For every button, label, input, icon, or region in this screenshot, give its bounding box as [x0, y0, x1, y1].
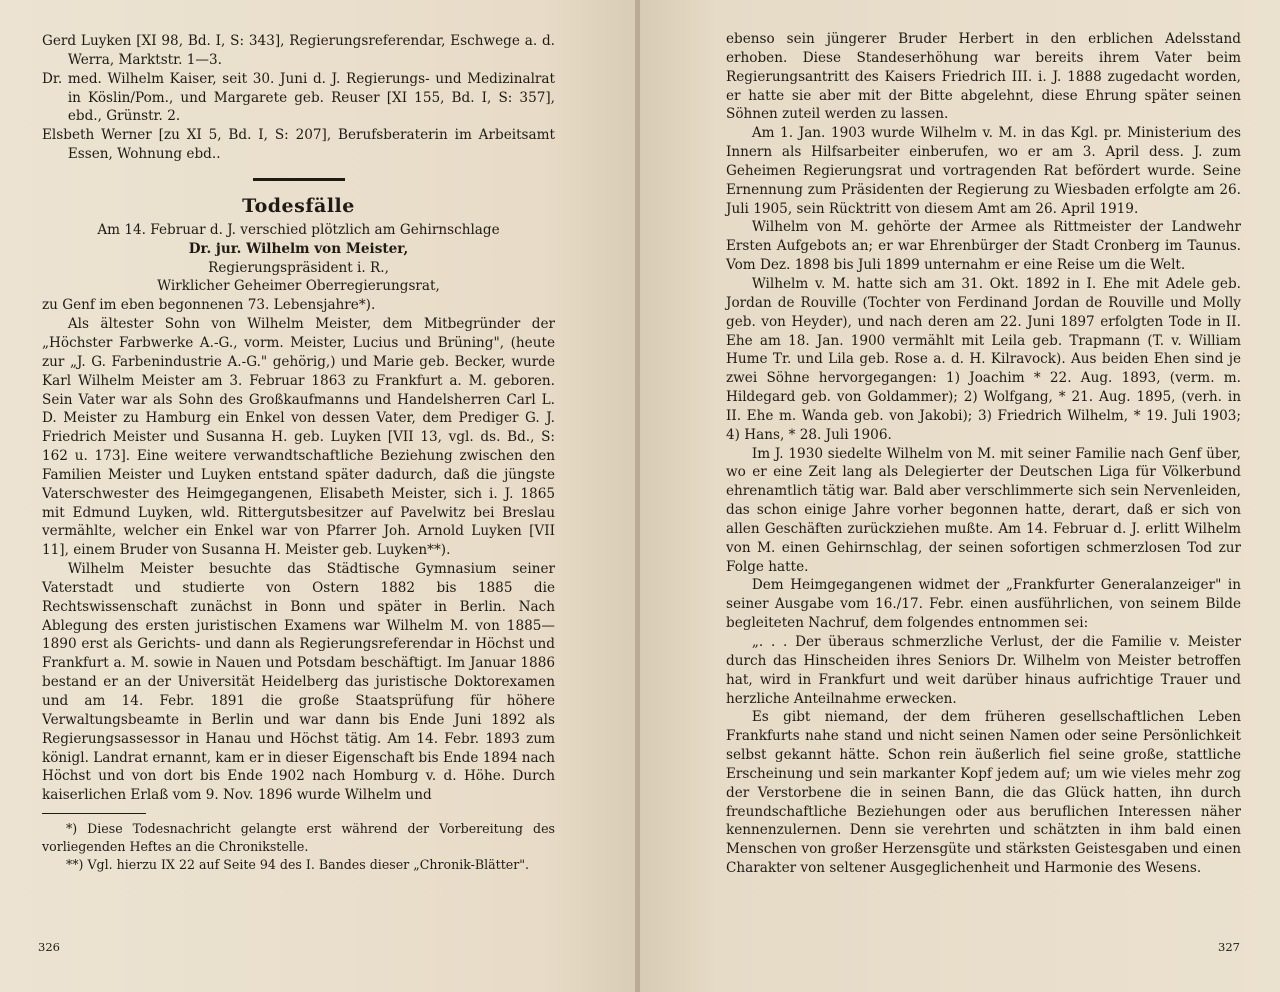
body-paragraph: Als ältester Sohn von Wilhelm Meister, dem Mitbegründer der „Höchster Farbwerke A.-G., vorm. Meister, Lucius und Brüning", (heute zur „J. G. Farbenindustrie A.-G." gehörig,) und Marie geb. Becker, wurde Karl Wilhelm Meister am 3. Februar 1863 zu Frankfurt a. M. geboren. Sein Vater war als Sohn des Großkaufmanns und Handelsherren Carl L. D. Meister zu Hamburg ein Enkel von dessen Vater, dem Prediger G. J. Friedrich Meister und Susanna H. geb. Luyken [VII 13, vgl. ds. Bd., S: 162 u. 173]. Eine weitere verwandtschaftliche Beziehung zwischen den Familien Meister und Luyken entstand später dadurch, daß die jüngste Vaterschwester des Heimgegangenen, Elisabeth Meister, sich i. J. 1865 mit Edmund Luyken, wld. Rittergutsbesitzer auf Pavelwitz bei Breslau vermählte, welcher ein Enkel war von Pfarrer Joh. Arnold Luyken [VII 11], einem Bruder von Susanna H. Meister geb. Luyken**).	[42, 316, 555, 559]
body-paragraph: Am 1. Jan. 1903 wurde Wilhelm v. M. in das Kgl. pr. Ministerium des Innern als Hilfsarbeiter einberufen, wo er am 3. April dess. J. zum Geheimen Regierungsrat und vortragenden Rat befördert wurde. Seine Ernennung zum Präsidenten der Regierung zu Wiesbaden erfolgte am 26. Juli 1905, sein Rücktritt von diesem Amt am 26. April 1919.	[726, 125, 1241, 217]
page-number: 327	[1218, 940, 1240, 954]
deceased-name: Dr. jur. Wilhelm von Meister,	[188, 240, 409, 257]
page-number: 326	[38, 940, 60, 954]
obituary-announcement: Am 14. Februar d. J. verschied plötzlich am Gehirnschlage	[97, 221, 500, 238]
section-heading: Todesfälle	[242, 194, 355, 217]
body-paragraph: Wilhelm von M. gehörte der Armee als Rittmeister der Landwehr Ersten Aufgebots an; er war Ehrenbürger der Stadt Cronberg im Taunus. Vom Dez. 1898 bis Juli 1899 unternahm er eine Reise um die Welt.	[726, 219, 1241, 274]
deceased-title: Regierungspräsident i. R.,	[208, 259, 389, 276]
family-news-entry: Dr. med. Wilhelm Kaiser, seit 30. Juni d. J. Regierungs- und Medizinalrat in Köslin/Pom., und Margarete geb. Reuser [XI 155, Bd. I, S: 357], ebd., Grünstr. 2.	[42, 70, 555, 125]
body-paragraph: Wilhelm Meister besuchte das Städtische Gymnasium seiner Vaterstadt und studierte von Ostern 1882 bis 1885 die Rechtswissenschaft zunächst in Bonn und später in Berlin. Nach Ablegung des ersten juristischen Examens war Wilhelm M. von 1885—1890 erst als Gerichts- und dann als Regierungsreferendar in Höchst und Frankfurt a. M. sowie in Nauen und Potsdam beschäftigt. Im Januar 1886 bestand er an der Universität Heidelberg das juristische Doktorexamen und am 14. Febr. 1891 die große Staatsprüfung für höhere Verwaltungsbeamte in Berlin und war dann bis Ende Juni 1892 als Regierungsassessor in Hanau und Höchst tätig. Am 14. Febr. 1893 zum königl. Landrat ernannt, kam er in dieser Eigenschaft bis Ende 1894 nach Höchst und von dort bis Ende 1902 nach Homburg v. d. Höhe. Durch kaiserlichen Erlaß vom 9. Nov. 1896 wurde Wilhelm und	[42, 561, 555, 804]
body-paragraph: Im J. 1930 siedelte Wilhelm von M. mit seiner Familie nach Genf über, wo er eine Zeit lang als Delegierter der Deutschen Liga für Völkerbund ehrenamtlich tätig war. Bald aber verschlimmerte sich sein Nervenleiden, das schon einige Jahre vorher begonnen hatte, derart, daß er sich von allen Geschäften zurückziehen mußte. Am 14. Februar d. J. erlitt Wilhelm von M. einen Gehirnschlag, der seinen sofortigen schmerzlosen Tod zur Folge hatte.	[726, 445, 1241, 575]
body-paragraph: Wilhelm v. M. hatte sich am 31. Okt. 1892 in I. Ehe mit Adele geb. Jordan de Rouville (Tochter von Ferdinand Jordan de Rouville und Molly geb. von Heyder), und nach deren am 22. Juni 1897 erfolgten Tode in II. Ehe am 18. Jan. 1900 vermählt mit Leila geb. Trapmann (T. v. William Hume Tr. und Lila geb. Rose a. d. H. Kilravock). Aus beiden Ehen sind je zwei Söhne hervorgegangen: 1) Joachim * 22. Aug. 1893, (verm. m. Hildegard geb. von Goldammer); 2) Wolfgang, * 21. Aug. 1895, (verh. in II. Ehe m. Wanda geb. von Jakobi); 3) Friedrich Wilhelm, * 19. Juli 1903; 4) Hans, * 28. Juli 1906.	[726, 275, 1241, 443]
family-news-entry: Elsbeth Werner [zu XI 5, Bd. I, S: 207], Berufsberaterin im Arbeitsamt Essen, Wohnung ebd..	[42, 127, 555, 163]
body-paragraph: Dem Heimgegangenen widmet der „Frankfurter Generalanzeiger" in seiner Ausgabe vom 16./17. Febr. einen ausführlichen, von seinem Bilde begleiteten Nachruf, dem folgendes entnommen sei:	[726, 577, 1241, 632]
footnote: *) Diese Todesnachricht gelangte erst während der Vorbereitung des vorliegenden Heftes an die Chronikstelle.	[42, 821, 555, 854]
family-news-entry: Gerd Luyken [XI 98, Bd. I, S: 343], Regierungsreferendar, Eschwege a. d. Werra, Marktstr. 1—3.	[42, 33, 555, 68]
left-page	[0, 0, 637, 992]
section-divider	[253, 178, 345, 181]
quotation-paragraph: „. . . Der überaus schmerzliche Verlust, der die Familie v. Meister durch das Hinscheiden ihres Seniors Dr. Wilhelm von Meister betroffen hat, wird in Frankfurt und weit darüber hinaus aufrichtige Trauer und herzliche Anteilnahme erwecken.	[726, 634, 1241, 707]
footnote-rule	[42, 813, 146, 814]
death-place: zu Genf im eben begonnenen 73. Lebensjahre*).	[42, 297, 376, 314]
right-text-column	[726, 30, 1241, 878]
left-text-column	[42, 32, 555, 873]
right-page	[640, 0, 1280, 992]
body-paragraph: ebenso sein jüngerer Bruder Herbert in den erblichen Adelsstand erhoben. Diese Standeserhöhung war bereits ihrem Vater beim Regierungsantritt des Kaisers Friedrich III. i. J. 1888 zugedacht worden, er hatte sie aber mit der Bitte abgelehnt, diese Ehrung später seinen Söhnen zuteil werden zu lassen.	[726, 31, 1241, 123]
quotation-paragraph: Es gibt niemand, der dem früheren gesellschaftlichen Leben Frankfurts nahe stand und nicht seinen Namen oder seine Persönlichkeit selbst gekannt hätte. Schon rein äußerlich fiel seine große, stattliche Erscheinung und sein markanter Kopf jedem auf; um wie vieles mehr zog der Verstorbene die in seinen Bann, die das Glück hatten, ihn durch freundschaftliche Beziehungen oder aus beruflichen Interessen näher kennenzulernen. Denn sie verehrten und schätzten in ihm bald einen Menschen von großer Herzensgüte und stärksten Geistesgaben und einen Charakter von seltener Ausgeglichenheit und Harmonie des Wesens.	[726, 709, 1241, 877]
footnote: **) Vgl. hierzu IX 22 auf Seite 94 des I. Bandes dieser „Chronik-Blätter".	[65, 856, 530, 872]
deceased-title: Wirklicher Geheimer Oberregierungsrat,	[157, 278, 440, 295]
